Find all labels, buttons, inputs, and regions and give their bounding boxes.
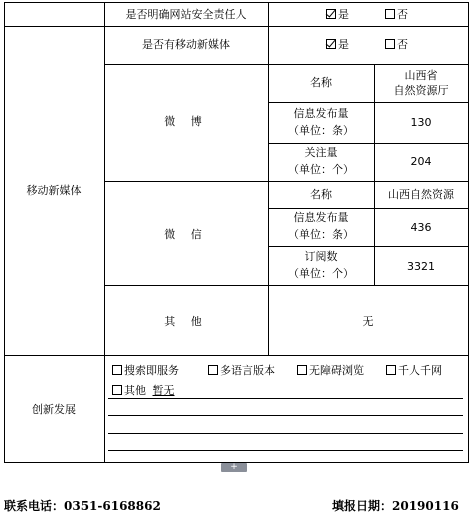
checkbox-icon: [386, 365, 396, 375]
yes-label: 是: [338, 8, 349, 21]
option-label: 其他: [124, 384, 146, 397]
wechat-subs-label-line1: 订阅数: [304, 250, 338, 263]
checkbox-icon: [112, 385, 122, 395]
wechat-label: 微 信: [164, 228, 208, 241]
wechat-posts-label-line2: （单位：条）: [288, 228, 354, 241]
innovation-option-other[interactable]: [112, 384, 175, 397]
fill-date: 填报日期：20190116: [332, 499, 459, 513]
has-mobile-media-label: 是否有移动新媒体: [142, 38, 230, 51]
innovation-option-search[interactable]: [112, 364, 179, 377]
yes-label: 是: [338, 38, 349, 51]
innovation-other-value: 暂无: [152, 384, 175, 397]
checkbox-icon: [208, 365, 218, 375]
option-label: 多语言版本: [220, 364, 275, 377]
weibo-posts-value: 130: [410, 116, 432, 129]
contact-phone: 联系电话：0351-6168862: [4, 499, 161, 513]
checkbox-icon: [385, 39, 395, 49]
option-label: 搜索即服务: [124, 364, 179, 377]
mobile-media-section-label: 移动新媒体: [26, 184, 82, 197]
fill-line: [108, 398, 463, 399]
responsible-person-no-option[interactable]: [385, 8, 408, 21]
wechat-name-label: 名称: [310, 188, 332, 201]
checkbox-checked-icon: [326, 9, 336, 19]
weibo-follows-label-line1: 关注量: [304, 146, 338, 159]
wechat-posts-value: 436: [410, 221, 432, 234]
option-label: 千人千网: [398, 364, 442, 377]
has-mobile-media-no-option[interactable]: [385, 38, 408, 51]
weibo-posts-label-line1: 信息发布量: [293, 107, 349, 120]
other-media-value: 无: [362, 315, 374, 328]
no-label: 否: [397, 38, 408, 51]
fill-line: [108, 433, 463, 434]
checkbox-icon: [385, 9, 395, 19]
weibo-name-label: 名称: [310, 76, 332, 89]
weibo-follows-label-line2: （单位：个）: [288, 163, 354, 176]
has-mobile-media-yes-option[interactable]: [326, 38, 349, 51]
weibo-name-value-line2: 自然资源厅: [393, 84, 449, 97]
responsible-person-yes-option[interactable]: [326, 8, 349, 21]
weibo-follows-value: 204: [410, 155, 432, 168]
checkbox-checked-icon: [326, 39, 336, 49]
checkbox-icon: [297, 365, 307, 375]
fill-line: [108, 450, 463, 451]
wechat-subs-value: 3321: [407, 260, 435, 273]
wechat-posts-label-line1: 信息发布量: [293, 211, 349, 224]
responsible-person-label: 是否明确网站安全责任人: [125, 8, 247, 21]
innovation-option-personalized[interactable]: [386, 364, 442, 377]
weibo-label: 微 博: [164, 115, 208, 128]
weibo-name-value-line1: 山西省: [404, 69, 438, 82]
wechat-name-value: 山西自然资源: [388, 188, 454, 201]
innovation-option-multilang[interactable]: [208, 364, 275, 377]
weibo-posts-label-line2: （单位：条）: [288, 124, 354, 137]
innovation-section-label: 创新发展: [32, 403, 76, 416]
innovation-option-accessibility[interactable]: [297, 364, 364, 377]
wechat-subs-label-line2: （单位：个）: [288, 267, 354, 280]
fill-line: [108, 415, 463, 416]
other-media-label: 其 他: [164, 315, 208, 328]
option-label: 无障碍浏览: [309, 364, 364, 377]
checkbox-icon: [112, 365, 122, 375]
expand-button[interactable]: +: [221, 463, 247, 472]
no-label: 否: [397, 8, 408, 21]
